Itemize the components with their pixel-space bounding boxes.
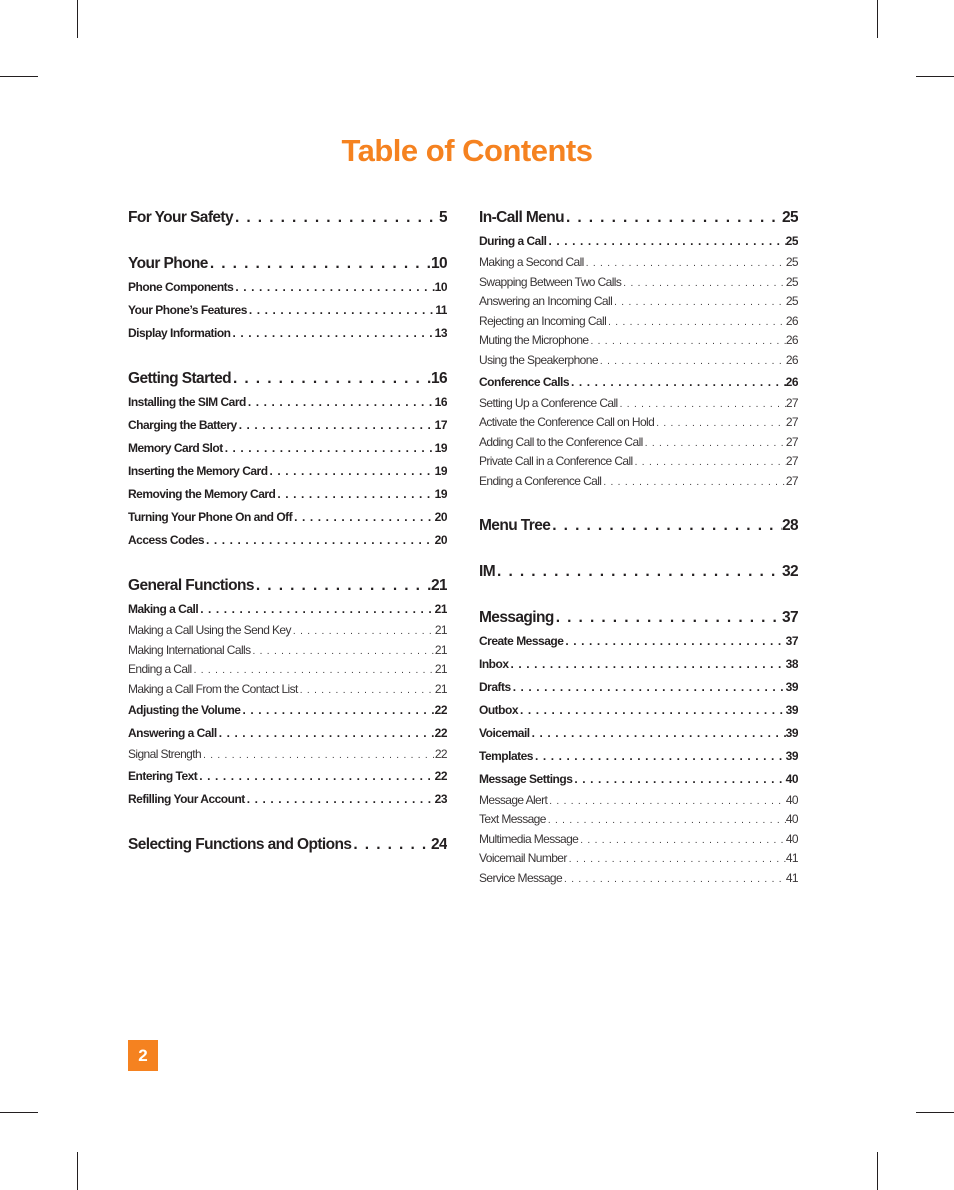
toc-entry-title: Making International Calls [128, 642, 251, 657]
dot-leader [201, 745, 435, 765]
toc-entry-title: Messaging [479, 608, 554, 626]
toc-entry-page: 40 [785, 792, 798, 807]
dot-leader [550, 514, 782, 538]
toc-entry-page: 20 [434, 533, 447, 547]
dot-leader [292, 506, 434, 529]
toc-entry-page: 19 [434, 487, 447, 501]
toc-entry-title: Making a Call [128, 602, 199, 616]
toc-subsection-entry[interactable] [128, 641, 447, 661]
toc-section-entry[interactable] [479, 630, 798, 653]
toc-left-column [128, 206, 447, 857]
dot-leader [291, 621, 435, 641]
toc-entry-page: 41 [785, 870, 798, 885]
toc-entry-title: Getting Started [128, 370, 231, 387]
toc-entry-page: 25 [785, 255, 798, 269]
toc-entry-title: Removing the Memory Card [128, 487, 276, 501]
toc-entry-title: Muting the Microphone [479, 333, 589, 348]
toc-entry-page: 25 [781, 209, 798, 226]
toc-entry-title: Private Call in a Conference Call [479, 454, 633, 469]
toc-section-entry[interactable] [128, 276, 447, 299]
dot-leader [562, 869, 786, 889]
toc-entry-title: Create Message [479, 633, 564, 648]
toc-entry-title: Voicemail [479, 725, 530, 740]
toc-section-entry[interactable] [128, 322, 447, 345]
toc-entry-page: 11 [435, 303, 447, 317]
dot-leader [231, 367, 431, 391]
toc-entry-title: Service Message [479, 870, 563, 885]
dot-leader [198, 598, 434, 621]
toc-subsection-entry[interactable] [479, 849, 798, 869]
dot-leader [254, 574, 431, 598]
toc-subsection-entry[interactable] [479, 810, 798, 830]
toc-entry-title: Display Information [128, 326, 231, 340]
toc-subsection-entry[interactable] [128, 745, 447, 765]
toc-subsection-entry[interactable] [479, 830, 798, 850]
toc-entry-page: 25 [785, 294, 798, 309]
toc-entry-title: Answering a Call [128, 726, 217, 741]
toc-subsection-entry[interactable] [479, 869, 798, 889]
dot-leader [351, 833, 431, 857]
toc-entry-page: 38 [785, 656, 798, 671]
section-spacer [479, 584, 798, 606]
toc-entry-title: Signal Strength [128, 747, 202, 762]
crop-mark-right-bottom [916, 1112, 954, 1113]
dot-leader [618, 394, 786, 414]
crop-mark-left-top [0, 76, 38, 77]
dot-leader [197, 765, 434, 788]
dot-leader [246, 391, 435, 414]
crop-mark-bottom-left [77, 1152, 78, 1190]
toc-entry-page: 26 [785, 374, 798, 389]
toc-entry-title: Access Codes [128, 533, 205, 547]
toc-entry-title: IM [479, 562, 496, 580]
toc-entry-title: Answering an Incoming Call [479, 294, 613, 309]
toc-subsection-entry[interactable] [479, 413, 798, 433]
toc-entry-page: 32 [781, 562, 798, 580]
toc-subsection-entry[interactable] [128, 621, 447, 641]
toc-entry-title: Refilling Your Account [128, 791, 245, 806]
dot-leader [598, 351, 786, 371]
dot-leader [298, 680, 435, 700]
dot-leader [563, 630, 785, 653]
toc-section-entry[interactable] [128, 765, 447, 788]
toc-subsection-entry[interactable] [479, 791, 798, 811]
dot-leader [547, 230, 786, 253]
toc-entry-page: 5 [438, 209, 447, 226]
toc-entry-title: Using the Speakerphone [479, 352, 598, 367]
dot-leader [588, 331, 785, 351]
toc-entry-title: Inbox [479, 656, 509, 671]
page-number-badge: 2 [128, 1040, 158, 1071]
section-spacer [479, 492, 798, 514]
toc-entry-title: Activate the Conference Call on Hold [479, 415, 655, 430]
toc-entry-title: Ending a Call [128, 662, 192, 677]
toc-entry-page: 40 [785, 831, 798, 846]
toc-entry-title: Your Phone’s Features [128, 303, 247, 317]
toc-entry-title: Adjusting the Volume [128, 703, 241, 718]
toc-entry-page: 25 [785, 234, 798, 248]
toc-section-entry[interactable] [479, 699, 798, 722]
toc-entry-page: 37 [781, 608, 798, 626]
toc-entry-title: Making a Call Using the Send Key [128, 623, 291, 637]
toc-entry-page: 16 [434, 395, 447, 409]
toc-subsection-entry[interactable] [479, 351, 798, 371]
toc-entry-title: Entering Text [128, 768, 198, 783]
toc-entry-title: Drafts [479, 679, 511, 694]
toc-entry-page: 19 [434, 441, 447, 455]
toc-chapter-entry[interactable] [479, 514, 798, 538]
dot-leader [511, 676, 786, 699]
toc-entry-title: Making a Call From the Contact List [128, 681, 298, 696]
toc-subsection-entry[interactable] [479, 253, 798, 273]
dot-leader [495, 560, 782, 584]
toc-entry-page: 22 [434, 703, 447, 718]
toc-section-entry[interactable] [479, 676, 798, 699]
toc-subsection-entry[interactable] [479, 331, 798, 351]
toc-entry-page: 23 [434, 791, 447, 806]
toc-entry-page: 13 [434, 326, 447, 340]
toc-chapter-entry[interactable] [479, 606, 798, 630]
toc-entry-title: Adding Call to the Conference Call [479, 434, 643, 449]
toc-section-entry[interactable] [479, 768, 798, 791]
dot-leader [240, 699, 434, 722]
toc-entry-page: 26 [785, 333, 798, 348]
section-spacer [479, 538, 798, 560]
toc-entry-page: 40 [785, 812, 798, 827]
toc-entry-page: 21 [434, 623, 447, 637]
dot-leader [275, 483, 434, 506]
crop-mark-bottom-right [877, 1152, 878, 1190]
toc-entry-page: 27 [785, 454, 798, 469]
toc-subsection-entry[interactable] [479, 452, 798, 472]
toc-subsection-entry[interactable] [479, 433, 798, 453]
toc-entry-page: 10 [434, 280, 447, 294]
toc-entry-title: Voicemail Number [479, 851, 567, 866]
dot-leader [204, 529, 435, 552]
toc-entry-title: Swapping Between Two Calls [479, 274, 622, 289]
toc-entry-title: During a Call [479, 234, 547, 248]
toc-entry-page: 39 [785, 702, 798, 717]
toc-entry-title: Charging the Battery [128, 418, 237, 432]
toc-right-column [479, 206, 798, 889]
toc-section-entry[interactable] [128, 788, 447, 811]
toc-entry-page: 26 [785, 313, 798, 328]
toc-entry-page: 16 [430, 370, 447, 387]
toc-entry-title: Setting Up a Conference Call [479, 395, 618, 410]
section-spacer [128, 345, 447, 367]
dot-leader [606, 312, 786, 332]
toc-section-entry[interactable] [128, 722, 447, 745]
section-spacer [128, 552, 447, 574]
dot-leader [233, 206, 439, 230]
toc-entry-title: Installing the SIM Card [128, 395, 246, 409]
toc-entry-page: 27 [785, 473, 798, 488]
page-title: Table of Contents [341, 132, 593, 168]
toc-chapter-entry[interactable] [128, 833, 447, 857]
dot-leader [612, 292, 786, 312]
section-spacer [128, 811, 447, 833]
toc-entry-page: 10 [430, 255, 447, 272]
toc-section-entry[interactable] [128, 414, 447, 437]
toc-subsection-entry[interactable] [479, 312, 798, 332]
toc-entry-page: 25 [785, 274, 798, 289]
dot-leader [567, 849, 786, 869]
dot-leader [633, 452, 786, 472]
toc-entry-title: Ending a Conference Call [479, 473, 602, 488]
toc-section-entry[interactable] [479, 745, 798, 768]
dot-leader [621, 273, 786, 293]
toc-entry-page: 39 [785, 748, 798, 763]
toc-entry-page: 37 [785, 633, 798, 648]
toc-chapter-entry[interactable] [479, 560, 798, 584]
toc-subsection-entry[interactable] [128, 680, 447, 700]
dot-leader [237, 414, 435, 437]
toc-entry-page: 41 [785, 851, 798, 866]
toc-entry-page: 27 [785, 395, 798, 410]
toc-entry-page: 22 [434, 768, 447, 783]
toc-chapter-entry[interactable] [128, 367, 447, 391]
toc-section-entry[interactable] [128, 506, 447, 529]
crop-mark-top-left [77, 0, 78, 38]
dot-leader [643, 433, 786, 453]
toc-entry-page: 19 [434, 464, 447, 478]
toc-entry-title: Phone Components [128, 280, 234, 294]
toc-entry-title: Rejecting an Incoming Call [479, 313, 607, 328]
dot-leader [250, 641, 434, 661]
toc-entry-title: Message Settings [479, 771, 573, 786]
toc-subsection-entry[interactable] [479, 292, 798, 312]
dot-leader [554, 606, 782, 630]
toc-section-entry[interactable] [128, 529, 447, 552]
dot-leader [530, 722, 786, 745]
dot-leader [533, 745, 786, 768]
toc-entry-title: Message Alert [479, 792, 548, 807]
dot-leader [223, 437, 435, 460]
toc-entry-title: Multimedia Message [479, 831, 579, 846]
dot-leader [509, 653, 786, 676]
dot-leader [208, 252, 431, 276]
toc-section-entry[interactable] [128, 437, 447, 460]
toc-subsection-entry[interactable] [479, 273, 798, 293]
dot-leader [231, 322, 435, 345]
toc-entry-page: 22 [434, 726, 447, 741]
section-spacer [128, 230, 447, 252]
toc-entry-title: Menu Tree [479, 516, 551, 534]
toc-entry-title: Selecting Functions and Options [128, 835, 352, 853]
toc-entry-page: 20 [434, 510, 447, 524]
dot-leader [569, 371, 786, 394]
toc-entry-title: Turning Your Phone On and Off [128, 510, 293, 524]
dot-leader [192, 660, 435, 680]
toc-entry-page: 27 [785, 434, 798, 449]
toc-entry-title: Inserting the Memory Card [128, 464, 268, 478]
toc-subsection-entry[interactable] [479, 394, 798, 414]
toc-entry-page: 28 [781, 516, 798, 534]
crop-mark-top-right [877, 0, 878, 38]
toc-section-entry[interactable] [479, 722, 798, 745]
toc-section-entry[interactable] [479, 653, 798, 676]
dot-leader [572, 768, 785, 791]
toc-entry-title: In-Call Menu [479, 209, 564, 226]
dot-leader [268, 460, 435, 483]
toc-entry-title: Making a Second Call [479, 255, 584, 269]
toc-subsection-entry[interactable] [128, 660, 447, 680]
toc-entry-page: 21 [434, 642, 447, 657]
dot-leader [564, 206, 782, 230]
dot-leader [518, 699, 786, 722]
dot-leader [601, 472, 785, 492]
dot-leader [245, 788, 435, 811]
toc-section-entry[interactable] [128, 483, 447, 506]
toc-section-entry[interactable] [128, 299, 447, 322]
toc-entry-page: 21 [434, 662, 447, 677]
toc-section-entry[interactable] [128, 460, 447, 483]
toc-entry-page: 39 [785, 679, 798, 694]
dot-leader [233, 276, 434, 299]
dot-leader [217, 722, 435, 745]
toc-entry-page: 21 [430, 577, 447, 594]
crop-mark-left-bottom [0, 1112, 38, 1113]
toc-chapter-entry[interactable] [128, 252, 447, 276]
toc-chapter-entry[interactable] [479, 206, 798, 230]
toc-entry-title: Memory Card Slot [128, 441, 223, 455]
toc-entry-title: Your Phone [128, 255, 208, 272]
toc-entry-title: Text Message [479, 812, 546, 827]
toc-entry-page: 17 [434, 418, 447, 432]
toc-section-entry[interactable] [128, 699, 447, 722]
toc-chapter-entry[interactable] [128, 206, 447, 230]
toc-chapter-entry[interactable] [128, 574, 447, 598]
toc-entry-page: 27 [785, 415, 798, 430]
toc-entry-page: 21 [434, 602, 447, 616]
toc-entry-title: Templates [479, 748, 533, 763]
toc-entry-page: 39 [785, 725, 798, 740]
dot-leader [578, 830, 786, 850]
toc-entry-page: 40 [785, 771, 798, 786]
toc-section-entry[interactable] [479, 371, 798, 394]
toc-section-entry[interactable] [128, 391, 447, 414]
dot-leader [247, 299, 435, 322]
toc-entry-title: For Your Safety [128, 209, 233, 226]
toc-entry-page: 24 [430, 835, 447, 853]
dot-leader [546, 810, 786, 830]
toc-section-entry[interactable] [128, 598, 447, 621]
dot-leader [654, 413, 786, 433]
toc-entry-title: General Functions [128, 577, 254, 594]
crop-mark-right-top [916, 76, 954, 77]
toc-entry-title: Conference Calls [479, 374, 570, 389]
toc-subsection-entry[interactable] [479, 472, 798, 492]
toc-entry-page: 26 [785, 352, 798, 367]
toc-entry-page: 21 [434, 681, 447, 696]
toc-entry-page: 22 [434, 747, 447, 762]
toc-entry-title: Outbox [479, 702, 518, 717]
dot-leader [584, 253, 786, 273]
dot-leader [547, 791, 786, 811]
toc-section-entry[interactable] [479, 230, 798, 253]
